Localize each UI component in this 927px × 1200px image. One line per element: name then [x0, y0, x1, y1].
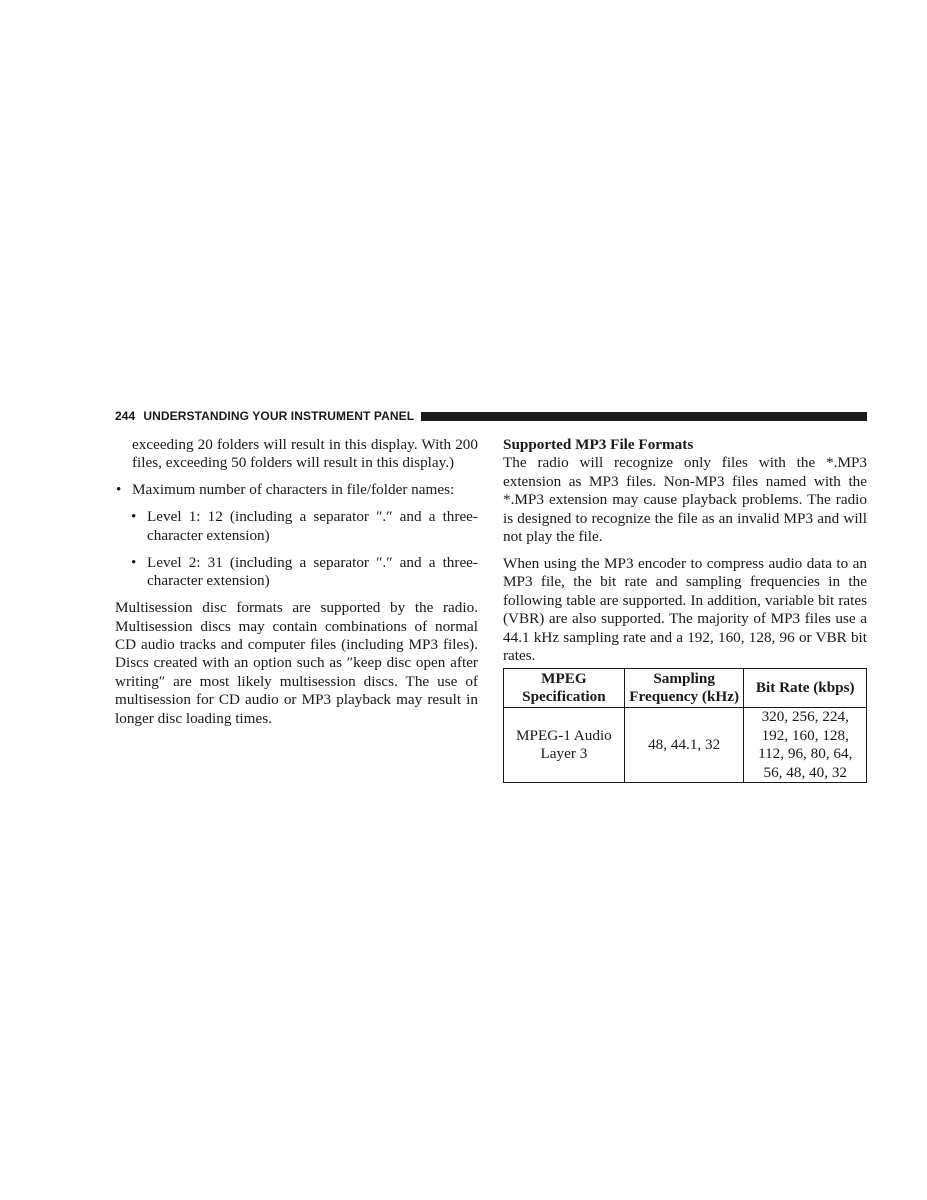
- left-column: [115, 436, 478, 728]
- bullet-dot-icon: •: [116, 481, 122, 499]
- sub-bullet-level1: [115, 508, 478, 545]
- table-header-row: [504, 669, 867, 708]
- section-title: UNDERSTANDING YOUR INSTRUMENT PANEL: [143, 409, 415, 423]
- page-number: 244: [115, 409, 136, 423]
- cell-mpeg-spec: MPEG-1 Audio Layer 3: [504, 708, 625, 783]
- table-row: [504, 708, 867, 783]
- page-header: [115, 407, 867, 425]
- multisession-paragraph: Multisession disc formats are supported by the radio. Multisession discs may contain combinations of normal CD audio tracks and computer files (including MP3 files). Discs created with an option such as ″keep disc open after writing″ are most likely multisession discs. The use of multisession for CD audio or MP3 playback may result in longer disc loading times.: [115, 599, 478, 727]
- header-bit-rate: Bit Rate (kbps): [744, 669, 867, 708]
- section-heading: Supported MP3 File Formats: [503, 436, 694, 453]
- sub-bullet-text: Level 1: 12 (including a separator ″.″ and a three-character extension): [147, 508, 478, 544]
- sub-bullet-level2: [115, 554, 478, 591]
- mp3-encoder-paragraph: When using the MP3 encoder to compress audio data to an MP3 file, the bit rate and sampling frequencies in the following table are supported. In addition, variable bit rates (VBR) are also supported. The majority of MP3 files use a 44.1 kHz sampling rate and a 192, 160, 128, 96 or VBR bit rates.: [503, 555, 867, 665]
- right-column: [503, 436, 867, 783]
- header-sampling-frequency: Sampling Frequency (kHz): [624, 669, 744, 708]
- bullet-text: Maximum number of characters in file/folder names:: [132, 481, 455, 499]
- cell-sampling-frequency: 48, 44.1, 32: [624, 708, 744, 783]
- mp3-format-table: [503, 668, 867, 783]
- bullet-dot-icon: •: [131, 508, 137, 526]
- mp3-recognition-paragraph: The radio will recognize only files with the *.MP3 extension as MP3 files. Non-MP3 files named with the *.MP3 extension may cause playback problems. The radio is designed to recognize the file as an invalid MP3 and will not play the file.: [503, 454, 867, 546]
- header-rule: [421, 412, 867, 421]
- header-mpeg-spec: MPEG Specification: [504, 669, 625, 708]
- sub-bullet-text: Level 2: 31 (including a separator ″.″ and a three-character extension): [147, 553, 478, 590]
- bullet-dot-icon: •: [131, 553, 137, 571]
- intro-paragraph: exceeding 20 folders will result in this display. With 200 files, exceeding 50 folders will result in this display.): [132, 436, 478, 472]
- cell-bit-rate: 320, 256, 224, 192, 160, 128, 112, 96, 80, 64, 56, 48, 40, 32: [744, 708, 867, 783]
- bullet-max-characters: [115, 481, 478, 499]
